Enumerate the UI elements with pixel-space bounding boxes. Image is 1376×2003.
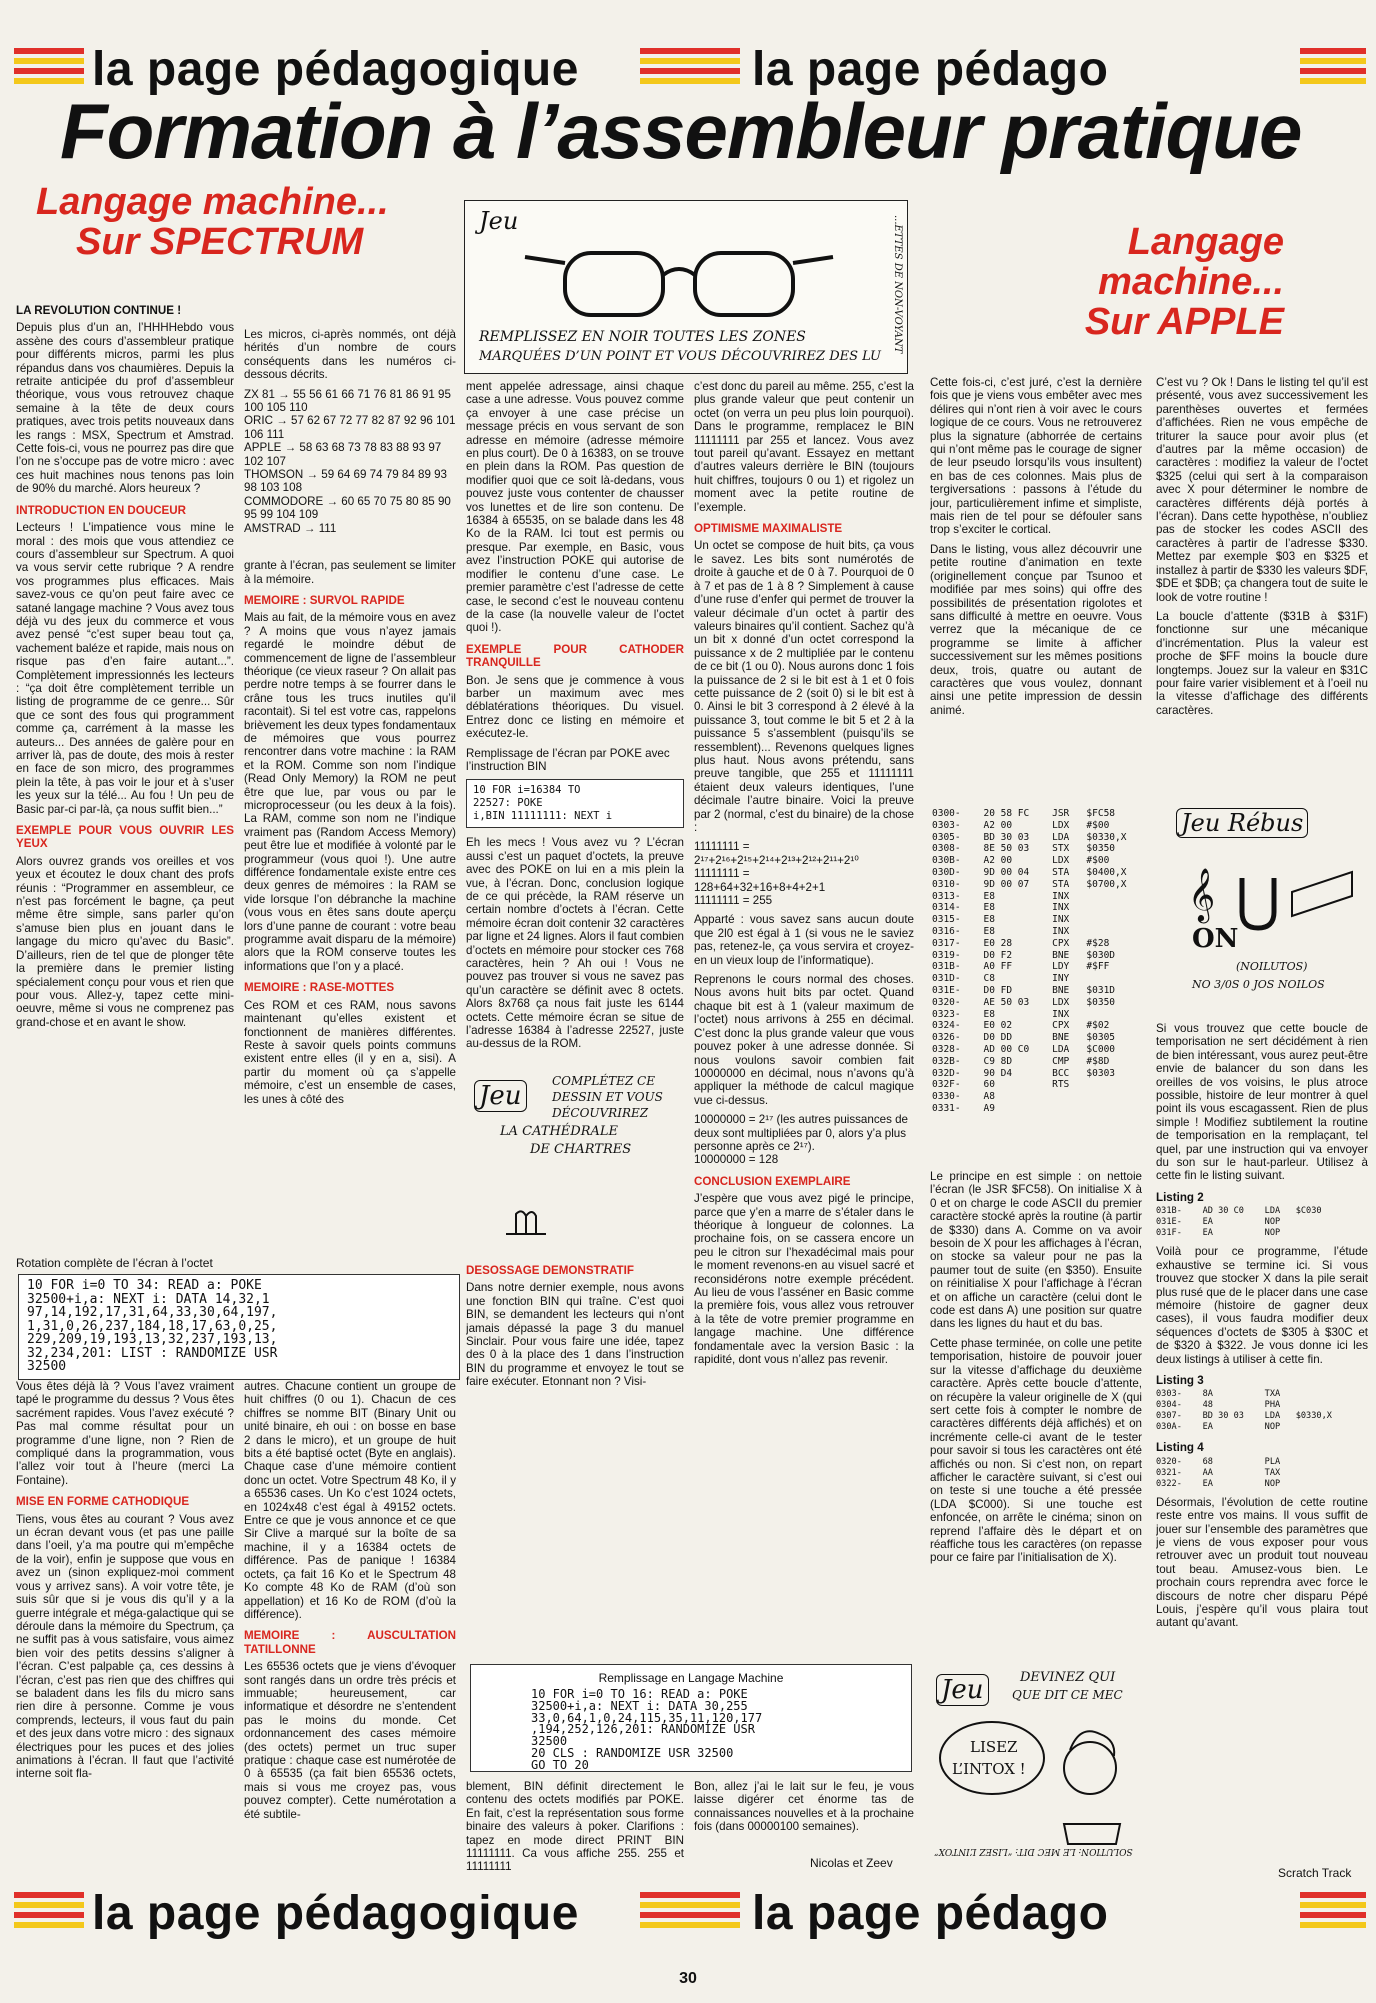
apple-listing-4: 0320- 68 PLA 0321- AA TAX 0322- EA NOP — [1156, 1456, 1281, 1489]
cartoon-label: Jeu — [936, 1674, 989, 1706]
lm-listing-box — [470, 1664, 912, 1772]
apple-column-2 — [1156, 376, 1368, 786]
band-right-text: la page pédago — [752, 1887, 1109, 1940]
spectrum-subhead-line2: Sur SPECTRUM — [76, 221, 364, 263]
apple-subhead — [938, 222, 1284, 342]
paragraph: C’est vu ? Ok ! Dans le listing tel qu’il est présenté, vous avez successivement les parenthèses ouvertes et fermées d’affichées. Rien ne vous empêche de triturer la sauce pour avoir plus (et d’autres par la même occasion) de caractères : modifiez la valeur de l’octet $325 (celui qui sert à la comparaison avec X pour déterminer le nombre de caractères différents déjà portés à l’écran). Dans cette hypothèse, n’oubliez pas de stocker les codes ASCII des caractères à partir de l’adresse $330. Mettez par exemple $03 en $325 et installez à partir de $330 les valeurs $DF, $DE et $DB; ça changera tout de suite le look de votre routine ! — [1156, 376, 1368, 604]
section-heading: MISE EN FORME CATHODIQUE — [16, 1495, 190, 1509]
paragraph: La boucle d’attente ($31B à $31F) fonctionne sur une mécanique d’incrémentation. Plus la valeur est proche de $FF moins la boucle dure longtemps. Jouez sur la valeur en $31C pour faire varier visiblement et à l’oeil nu la vitesse d’affichage des différents caractères. — [1156, 609, 1368, 717]
section-heading: EXEMPLE POUR CATHODER TRANQUILLE — [466, 642, 684, 670]
band-left-text: la page pédagogique — [92, 1887, 579, 1940]
math-line: 10000000 = 2¹⁷ (les autres puissances de deux sont multipliées par 0, — [694, 1113, 908, 1140]
section-heading: DESOSSAGE DEMONSTRATIF — [466, 1264, 634, 1277]
paragraph: Dans notre dernier exemple, nous avons une fonction BIN qui traîne. C’est quoi BIN, se demandent les lecteurs qui n’ont jamais dépassé la page 3 du manuel Sinclair. Pour vous faire une idée, tapez des 0 à la place des 1 dans l’instruction BIN du programme et envoyez le tout se faire exécuter. Etonnant non ? Visi- — [466, 1281, 684, 1389]
math-line: 11111111 = — [694, 867, 750, 881]
paragraph: Eh les mecs ! Vous avez vu ? L’écran aussi c’est un paquet d’octets, la preuve avec des POKE on lui en a mis plein la vue, à l’écran. Donc, conclusion logique de ce qui précède, la RAM réserve un certain nombre d’octets à l’écran. Cette mémoire écran doit contenir 32 caractères par ligne et 24 lignes. Alors il faut combien d’octets en mémoire pour stocker ces 768 caractères, hein ? Ah oui ! Vous ne pouvez pas trouver si vous ne savez pas qu’un caractère se définit avec 8 octets. Alors 8x768 ça nous fait juste les 6144 octets. Cette mémoire écran se situe de l’adresse 16384 à l’adresse 22527, juste au-dessus de la ROM. — [466, 836, 684, 1051]
band-right-text: la page pédago — [752, 43, 1109, 96]
spectrum-subhead-line1: Langage machine... — [36, 181, 389, 223]
paragraph: Bon, allez j’ai le lait sur le feu, je vous laisse digérer cet énorme tas de connaissances nouvelles et à la prochaine fois (dans 00000100 semaines). — [694, 1780, 914, 1834]
paragraph: Mais au fait, de la mémoire vous en avez ? A moins que vous n’ayez jamais regardé le moindre début de commencement de ligne de l’assembleur théorique (ce vieux raseur ? On allait pas perdre notre temps à se fourrer dans le crâne tous les trucs inutiles qu’il racontait). Si tel est votre cas, rappelons brièvement les deux types fondamentaux de mémoires que vous pourrez rencontrer dans votre machine : la RAM et la ROM. Comme son nom l’indique (Read Only Memory) la ROM ne peut être que lue, par vous ou par le microprocesseur (ou les deux à la fois). La RAM, comme son nom ne l’indique vraiment pas (Random Access Memory) peut être lue et modifiée à volonté par le programmeur (vous quoi !). Une autre différence fondamentale existe entre ces deux genres de mémoires : la RAM se vide lorsque l’on débranche la machine (vous vous en êtes sans doute aperçu lors d’une panne de courant : votre beau programme avait disparu de la mémoire) alors que la ROM conserve toutes les informations que l’on y a placé. — [244, 611, 456, 973]
spectrum-column-1-lower — [16, 1380, 234, 1955]
paragraph: Alors ouvrez grands vos oreilles et vos yeux et écoutez le doux chant des profs réunis : “Programmer en assembleur, ce n’est pas forcément le bagne, ça peut même être simple, sans parler qu’on s’amuse bien plus en jouant dans le langage du micro qu’avec du Basic”. D’ailleurs, rien de tel que de plonger tête la première dans le premier listing spécialement conçu pour vous et rien que pour vous. Allez-y, tapez cette mini-oeuvre, même si vous ne comprenez pas grand-chose et en avant le show. — [16, 854, 234, 1029]
apple-subhead-line1: Langage machine... — [1098, 221, 1284, 303]
micro-item: ORIC → 57 62 67 72 77 82 87 92 96 101 106 111 — [244, 414, 456, 441]
spectrum-subhead — [36, 182, 389, 262]
micro-item: THOMSON → 59 64 69 74 79 84 89 93 98 103 108 — [244, 468, 448, 495]
section-heading: INTRODUCTION EN DOUCEUR — [16, 503, 187, 517]
paragraph: Bon. Je sens que je commence à vous barber un maximum avec mes déblatérations théoriques. Du visuel. Entrez donc ce listing en mémoire et exécutez-le. — [466, 673, 684, 741]
poke-caption: Remplissage de l’écran par POKE avec l’instruction BIN — [466, 746, 670, 773]
page-title: Formation à l’assembleur pratique — [60, 87, 1302, 175]
rebus-cartoon — [1162, 800, 1362, 1000]
paragraph: Voilà pour ce programme, l’étude exhaustive se termine ici. Si vous trouvez que stocker X dans la pile serait plus rusé que de le placer dans une case mémoire (histoire de gagner deux cases), il vous faudra modifier deux séquences d’octets de $305 à $30C et de $320 à $322. Je vous donne ici les deux listings à utiliser à cette fin. — [1156, 1245, 1368, 1366]
paragraph: Un octet se compose de huit bits, ça vous le savez. Les bits sont numérotés de droite à gauche et de 0 à 7. Pourquoi de 0 à 7 et pas de 1 à 8 ? Simplement à cause d’une ruse d’enfer qui permet de trouver la valeur décimale d’un octet à partir des valeurs binaires qu’il contient. Sachez qu’à un bit x donné d’un octet correspond la puissance x de 2 multipliée par le contenu de ce bit (1 ou 0). Nous aurons donc 1 fois la puissance de 2 si le bit est à 1 et 0 fois cette puissance de 2 (soit 0) si le bit est à 0. Ainsi le bit 3 correspond à 2 élevé à la puissance 3, tout comme le bit 5 et 2 à la puissance 5 s’assemblent (puisqu’ils se ressemblent)... Revenons quelques lignes plus haut. Nous avons prétendu, sans preuve tangible, que 255 et 11111111 étaient deux valeurs identiques, l’une décimale l’autre binaire. Voici la preuve par 2 (normal, c’est du binaire) de la chose : — [694, 539, 914, 834]
bubble-line1: LISEZ — [970, 1738, 1018, 1756]
apple-listing-1: 0300- 20 58 FC JSR $FC58 0303- A2 00 LDX #$00 0305- BD 30 03 LDA $0330,X 0308- 8E 50 03 STX $0350 030B- A2 00 LDX #$00 030D- 9D 00 04 STA $0400,X 0310- 9D 00 07 STA $0700,X 0313- E8 INX 0314- E8 INX 0315- E8 INX 0316- E8 INX 0317- E0 28 CPX #$28 0319- D0 F2 BNE $030D 031B- A0 FF LDY #$FF 031D- C8 INY 031E- D0 FD BNE $031D 0320- AE 50 03 LDX $0350 0323- E8 INX 0324- E0 02 CPX #$02 0326- D0 DD BNE $0305 0328- AD 00 C0 LDA $C000 032B- C9 8D CMP #$8D 032D- 90 D4 BCC $0303 032F- 60 RTS 0330- A8 0331- A9 — [932, 808, 1127, 1114]
rebus-note: (NOILUTOS) — [1236, 960, 1308, 973]
svg-text:𝄞: 𝄞 — [1188, 867, 1216, 921]
spectrum-column-2 — [244, 328, 456, 1248]
stripes-decoration — [14, 1892, 84, 1938]
cartoon-line2: DESSIN ET VOUS — [552, 1090, 663, 1104]
paragraph: autres. Chacune contient un groupe de huit chiffres (0 ou 1). Chacun de ces chiffres se nomme BIT (Binary Unit ou unité binaire, eh oui : on bosse en base 2 dans le micro), et un groupe de huit bits a été baptisé octet (Byte en anglais). Chaque case d’une mémoire contient donc un octet. Votre Spectrum 48 Ko, il y a 65536 cases. Un Ko c’est 1024 octets, en 1024x48 c’est égal à 49152 octets. Entre ce que je vous annonce et ce que Sir Clive a marqué sur la boîte de sa machine, il y a 16384 octets de différence. Pas de panique ! 16384 octets, ça fait 16 Ko et le Spectrum 48 Ko compte 48 Ko de RAM (d’où son appellation) et 16 Ko de ROM (d’où la différence). — [244, 1380, 456, 1621]
paragraph: Ces ROM et ces RAM, nous savons maintenant qu’elles existent et fonctionnent de manières différentes. Reste à savoir quels points communs existent entre elles (il y en a, sisi). A partir du moment où ça s’appelle mémoire, c’est un ensemble de cases, les unes à côté des — [244, 998, 456, 1106]
cartoon-line1: REMPLISSEZ EN NOIR TOUTES LES ZONES — [479, 329, 806, 345]
rotation-caption: Rotation complète de l’écran à l’octet — [16, 1256, 213, 1270]
rotation-listing: 10 FOR i=0 TO 34: READ a: POKE 32500+i,a: NEXT i: DATA 14,32,1 97,14,192,17,31,64,33,30,64,197, 1,31,0,26,237,184,18,17,63,0,25, 229,209,19,193,13,32,237,193,13, 32,234,201: LIST : RANDOMIZE USR 32500 — [18, 1274, 460, 1380]
paragraph: Reprenons le cours normal des choses. Nous avons huit bits par octet. Quand chaque bit est à 1 (valeur maximum de l’octet) nous arrivons à 255 en décimal. C’est donc la plus grande valeur que vous pouvez poker à une adresse donnée. Si nous voulons savoir combien fait 10000000 en décimal, nous n’avons qu’à appliquer la méthode de calcul magique vue ci-dessus. — [694, 973, 914, 1107]
apple-column-1 — [930, 376, 1142, 796]
cartoon-line2: QUE DIT CE MEC — [1012, 1688, 1123, 1702]
lm-caption: Remplissage en Langage Machine — [598, 1671, 784, 1685]
cartoon-line1: COMPLÉTEZ CE — [552, 1074, 655, 1088]
cartoon-side-text: ...ETTES DE NON-VOYANT — [892, 215, 903, 354]
math-block — [694, 1113, 914, 1167]
paragraph: Apparté : vous savez sans aucun doute que 2l0 est égal à 1 (si vous ne le saviez pas, retenez-le, ça vous servira et croyez-en un vieux loup de l’informatique). — [694, 913, 914, 967]
spectrum-credit: Nicolas et Zeev — [810, 1856, 893, 1870]
paragraph: Désormais, l’évolution de cette routine reste entre vos mains. Il vous suffit de jouer sur l’ensemble des paramètres que je viens de vous exposer pour vous retrouver avec un produit tout nouveau tout beau. Amusez-vous bien. Le prochain cours reprendra avec force le discours de notre cher disparu Pépé Louis, j’espère qu’il vous plaira tout autant qu’avant. — [1156, 1495, 1368, 1630]
math-line: alors y’a plus personne après ce 2¹⁷). — [694, 1126, 907, 1153]
paragraph: Vous êtes déjà là ? Vous l’avez vraiment tapé le programme du dessus ? Vous êtes sacrément rapides. Vous l’avez exécuté ? Pas mal comme résultat pour un programme d’une ligne, non ? Rien de compliqué dans la programmation, vous l’allez voir tout à l’heure (merci La Fontaine). — [16, 1380, 234, 1487]
cartoon-line5: DE CHARTRES — [530, 1142, 632, 1157]
band-left-text: la page pédagogique — [92, 43, 579, 96]
cartoon-line1: DEVINEZ QUI — [1020, 1670, 1116, 1685]
apple-column-1-lower — [930, 1170, 1142, 1660]
paragraph: Les micros, ci-après nommés, ont déjà hérités d’un nombre de cours conséquents dans les numéros ci-dessous décrits. — [244, 328, 456, 382]
paragraph: Depuis plus d’un an, l’HHHHebdo vous assène des cours d’assembleur pratique pour différents micros, parmi les plus répandus dans vos chaumières. Depuis la retraite anticipée du prof d’assembleur théorique, vous vous retrouvez chaque semaine à la tête de deux cours pratiques, avec trois petits nouveaux dans les rangs : MSX, Spectrum et Amstrad. Cette fois-ci, vous ne pourrez pas dire que l’on ne s’occupe pas de votre micro : avec ces huit machines nous tenons pas loin de 90% du marché. Alors heureux ? — [16, 321, 234, 496]
paragraph: grante à l’écran, pas seulement se limiter à la mémoire. — [244, 559, 456, 586]
apple-column-2-lower — [1156, 1022, 1368, 1952]
cathedral-cartoon — [466, 1066, 686, 1252]
paragraph: ment appelée adressage, ainsi chaque case a une adresse. Vous pouvez comme ça envoyer à une case précise un message précis en vous servant de son adresse en mémoire (adresse mémoire en plus court). De 0 à 16383, on se trouve en plein dans la ROM. Pas question de modifier quoi que ce soit là-dedans, vous pouvez juste vous contenter de chausser vos lunettes et de lire son contenu. De 16384 à 65535, on se balade dans les 48 Ko de la RAM. Ici tout est permis ou presque. Par exemple, en Basic, vous avez l’instruction POKE qui autorise de modifier le contenu d’une case. Le premier paramètre c’est l’adresse de cette case, le second c’est le nouveau contenu de la case (la nouvelle valeur de l’octet quoi !). — [466, 380, 684, 635]
section-heading: OPTIMISME MAXIMALISTE — [694, 522, 843, 536]
cathedral-drawing — [466, 1066, 686, 1252]
paragraph: J’espère que vous avez pigé le principe, parce que y’en a marre de s’étaler dans le théorique à longueur de colonnes. La prochaine fois, on se cassera encore un peu le citron sur l’hexadécimal mais pour le moment revenons-en au visuel sacré et reconsidérons notre exemple précédent. Au lieu de vous l’asséner en Basic comme la première fois, vous allez vous retrouver à la tête de votre premier programme en langage machine. Une différence fondamentale avec la version Basic : la rapidité, dont vous n’allez pas revenir. — [694, 1192, 914, 1367]
paragraph: Les 65536 octets que je viens d’évoquer sont rangés dans un ordre très précis et immuable; heureusement, car informatique et désordre ne s’entendent pas le moins du monde. Cet ordonnancement des cases mémoire (des octets) permet un truc super pratique : chaque case est numérotée de 0 à 65535 (ça fait bien 65536 octets, mais si vous me croyez pas, vous pouvez compter). Cette numérotation a été subtile- — [244, 1660, 456, 1821]
cartoon-line4: LA CATHÉDRALE — [500, 1124, 618, 1139]
paragraph: Lecteurs ! L’impatience vous mine le moral : des mois que vous attendiez ce cours d’assembleur sur Spectrum. A quoi va vous servir cette rubrique ? A rendre vos programmes plus efficaces. Mais savez-vous ce qu’on peut faire avec ce satané langage machine ? Vous avez tous déjà vu des jeux du commerce et vous avez pensé “c’est super beau tout ça, vachement baléze et rapide, mais nous on risque pas d’en faire autant...”. Complètement impressionnés les lecteurs : “ça doit être complètement terrible un listing de programme de ce genre... Sûr que ce sont des fous qui programment comme ça, carrément à la masse les auteurs... Des années de galère pour en arriver là, pas de doute, des mois à rester en face de son micro, des programmes plein la tête, à pas voir le jour et à s’user les yeux sur la télé... Au fou ! Un peu de Basic par-ci par-là, ça nous suffit bien...” — [16, 521, 234, 816]
section-heading: LA REVOLUTION CONTINUE ! — [16, 304, 182, 317]
paragraph: Dans le listing, vous allez découvrir une petite routine d’animation en texte (originellement conçue par Tsunoo et modifiée par mes soins) qui offre des possibilités de présentation rigolotes et sans difficulté à mettre en oeuvre. Vous verrez que la mécanique de ce programme se limite à afficher successivement sur les mêmes positions deux, trois, quatre ou autant de caractères que vous voulez, donnant ainsi une petite impression de dessin animé. — [930, 542, 1142, 717]
listing-title: Listing 3 — [1156, 1373, 1204, 1387]
glasses-drawing — [465, 201, 907, 373]
cartoon-bottom: SOLUTION: LE MEC DIT: “LISEZ L’INTOX” — [934, 1846, 1133, 1856]
apple-credit: Scratch Track — [1278, 1866, 1352, 1880]
apple-listing-3: 0303- 8A TXA 0304- 48 PHA 0307- BD 30 03 LDA $0330,X 030A- EA NOP — [1156, 1389, 1332, 1433]
rebus-word: ON — [1192, 924, 1239, 954]
cartoon-label: Jeu — [479, 207, 519, 235]
micro-item: APPLE → 58 63 68 73 78 83 88 93 97 102 107 — [244, 441, 442, 468]
page-number: 30 — [679, 1970, 697, 1987]
cartoon-label: Jeu — [474, 1080, 527, 1112]
section-heading: MEMOIRE : RASE-MOTTES — [244, 981, 395, 995]
cartoon-line3: DÉCOUVRIREZ — [552, 1106, 649, 1120]
section-heading: MEMOIRE : SURVOL RAPIDE — [244, 593, 405, 607]
poke-listing: 10 FOR i=16384 TO 22527: POKE i,BIN 11111111: NEXT i — [466, 779, 684, 828]
micro-item: COMMODORE → 60 65 70 75 80 85 90 95 99 104 109 — [244, 494, 451, 522]
glasses-cartoon — [464, 200, 908, 374]
section-heading: EXEMPLE POUR VOUS OUVRIR LES YEUX — [16, 824, 234, 851]
stripes-decoration — [640, 1892, 740, 1938]
cartoon-line2: MARQUÉES D’UN POINT ET VOUS DÉCOUVRIREZ DES LU — [479, 349, 882, 364]
spectrum-column-2-lower — [244, 1380, 456, 1955]
stripes-decoration — [1300, 1892, 1366, 1938]
bubble-line2: L’INTOX ! — [952, 1760, 1026, 1778]
micro-item: ZX 81 → 55 56 61 66 71 76 81 86 91 95 100 105 110 — [244, 387, 451, 415]
math-line: 11111111 = — [694, 840, 750, 854]
paragraph: Cette phase terminée, on colle une petite temporisation, histoire de pouvoir jouer sur la vitesse d’affichage du deuxième caractère. Après cette boucle d’attente, on récupère la valeur originelle de X (qui sert cette fois à compter le nombre de caractères différents déjà affichés) et on incrémente celle-ci avant de le tester pour savoir si tous les caractères ont été affichés ou non. Si c’est non, on repart afficher le caractère suivant, si c’est oui on teste si une touche a été pressée (LDA $C000). Si une touche est enfoncée, on arrête le cinéma; sinon on reprend l’affaire dès le départ et on réaffiche tous les caractères (on repasse pour ce faire par l’initialisation de X). — [930, 1336, 1142, 1565]
spectrum-column-3 — [466, 380, 684, 1060]
math-line: 128+64+32+16+8+4+2+1 — [694, 880, 826, 894]
rebus-bottom: NO 3/0S 0 JOS NOILOS — [1192, 978, 1325, 991]
math-line: 11111111 = 255 — [694, 894, 773, 908]
math-line: 2¹⁷+2¹⁶+2¹⁵+2¹⁴+2¹³+2¹²+2¹¹+2¹⁰ — [694, 853, 859, 867]
apple-subhead-line2: Sur APPLE — [1084, 301, 1284, 343]
spectrum-column-1 — [16, 296, 234, 1296]
apple-listing-2: 031B- AD 30 C0 LDA $C030 031E- EA NOP 031F- EA NOP — [1156, 1206, 1322, 1239]
cartoon-label: Jeu Rébus — [1176, 808, 1308, 838]
spectrum-column-4 — [694, 380, 914, 1680]
section-heading: CONCLUSION EXEMPLAIRE — [694, 1174, 851, 1188]
listing-title: Listing 4 — [1156, 1441, 1204, 1455]
footer-band — [0, 1884, 1376, 1946]
paragraph: Si vous trouvez que cette boucle de temporisation ne sert décidément à rien de bien intéressant, vous aurez peut-être envie de balancer du son dans les oreilles de vos voisins, le plus atroce possible, histoire de leur montrer à quel point ils vous escagassent. Rien de plus simple ! Modifiez subtilement la routine de temporisation en la remplaçant, tel quel, par une instruction qui va envoyer du son sur le haut-parleur. Utilisez à cette fin le listing suivant. — [1156, 1022, 1368, 1183]
paragraph: Le principe en est simple : on nettoie l’écran (le JSR $FC58). On initialise X à 0 et on charge le code ASCII du premier caractère stocké après la routine (à partir de $330) dans A. Comme on va avoir besoin de X pour les affichages à l’écran, on stocke sa valeur pour ne pas la paumer tout de suite (en $350). Ensuite on réinitialise X pour l’affichage à l’écran et on affiche un caractère (celui dont le code est dans A) une position sur quatre dans les lignes du haut et du bas. — [930, 1170, 1142, 1331]
math-block — [694, 840, 914, 907]
section-heading: MEMOIRE : AUSCULTATION TATILLONNE — [244, 1629, 456, 1656]
math-line: 10000000 = 128 — [694, 1153, 779, 1167]
lm-listing: 10 FOR i=0 TO 16: READ a: POKE 32500+i,a: NEXT i: DATA 30,255 33,0,64,1,0,24,115,35,11,120,177 ,194,252,126,201: RANDOMIZE USR 32500 20 CLS : RANDOMIZE USR 32500 GO TO 20 — [531, 1687, 763, 1772]
paragraph: c’est donc du pareil au même. 255, c’est la plus grande valeur que peut contenir un octet (on verra un peu plus loin pourquoi). Dans le programme, remplacez le BIN 11111111 par 255 et lancez. Vous avez tout pareil qu’avant. Essayez en mettant d’autres valeurs derrière le BIN (toujours huit chiffres, toujours 0 ou 1) et rigolez un moment avec la petite routine de l’exemple. — [694, 380, 914, 514]
spectrum-column-3-lower — [466, 1256, 684, 1676]
listing-title: Listing 2 — [1156, 1190, 1204, 1204]
paragraph: Cette fois-ci, c’est juré, c’est la dernière fois que je viens vous embêter avec mes délires qui n’ont rien à voir avec le cours logique de ce cours. Vous ne retrouverez plus la signature (abhorrée de certains qui n’ont même pas le courage de signer de leur pseudo lorsqu’ils vous insultent) en bas de ces colonnes. Mais plus de tergiversations : passons à l’étude du jour, particulièrement infime et simpliste, mais rien de tel pour se défouler sans trop s’exciter le cortical. — [930, 376, 1142, 537]
micro-item: AMSTRAD → 111 — [244, 521, 337, 535]
paragraph: Tiens, vous êtes au courant ? Vous avez un écran devant vous (et pas une paille dans l’oeil, y’a ma poutre qui m’empêche de la voir), enfin je suppose que vous en avez un (sinon expliquez-moi comment vous y arrivez sans). A voir votre tête, je suis sûr que si je vous dis qu’il y a la guerre intégrale et méga-galactique qui se déroule dans la mémoire du Spectrum, ça ne suffit pas à vous satisfaire, vous aimez bien voir des petits dessins s’aligner à l’écran. C’est palpable ça, ces dessins à l’écran, c’est pas rien que des chiffres qui se baladent dans les fils du micro sans rien dire à personne. Comme je vous comprends, lecteurs, il vous faut du pain et des jeux dans votre micro : des signaux électriques pour les puces et des jolies animations à l’écran. Il faut que l’activité interne soit fla- — [16, 1512, 234, 1781]
intox-cartoon — [930, 1664, 1146, 1864]
micros-list — [244, 388, 456, 535]
paragraph: blement, BIN définit directement le contenu des octets modifiés par POKE. En fait, c’est la représentation sous forme binaire des valeurs à poker. Clarifions : tapez en mode direct PRINT BIN 11111111. Ca vous affiche 255. 255 et 11111111 — [466, 1780, 684, 1874]
